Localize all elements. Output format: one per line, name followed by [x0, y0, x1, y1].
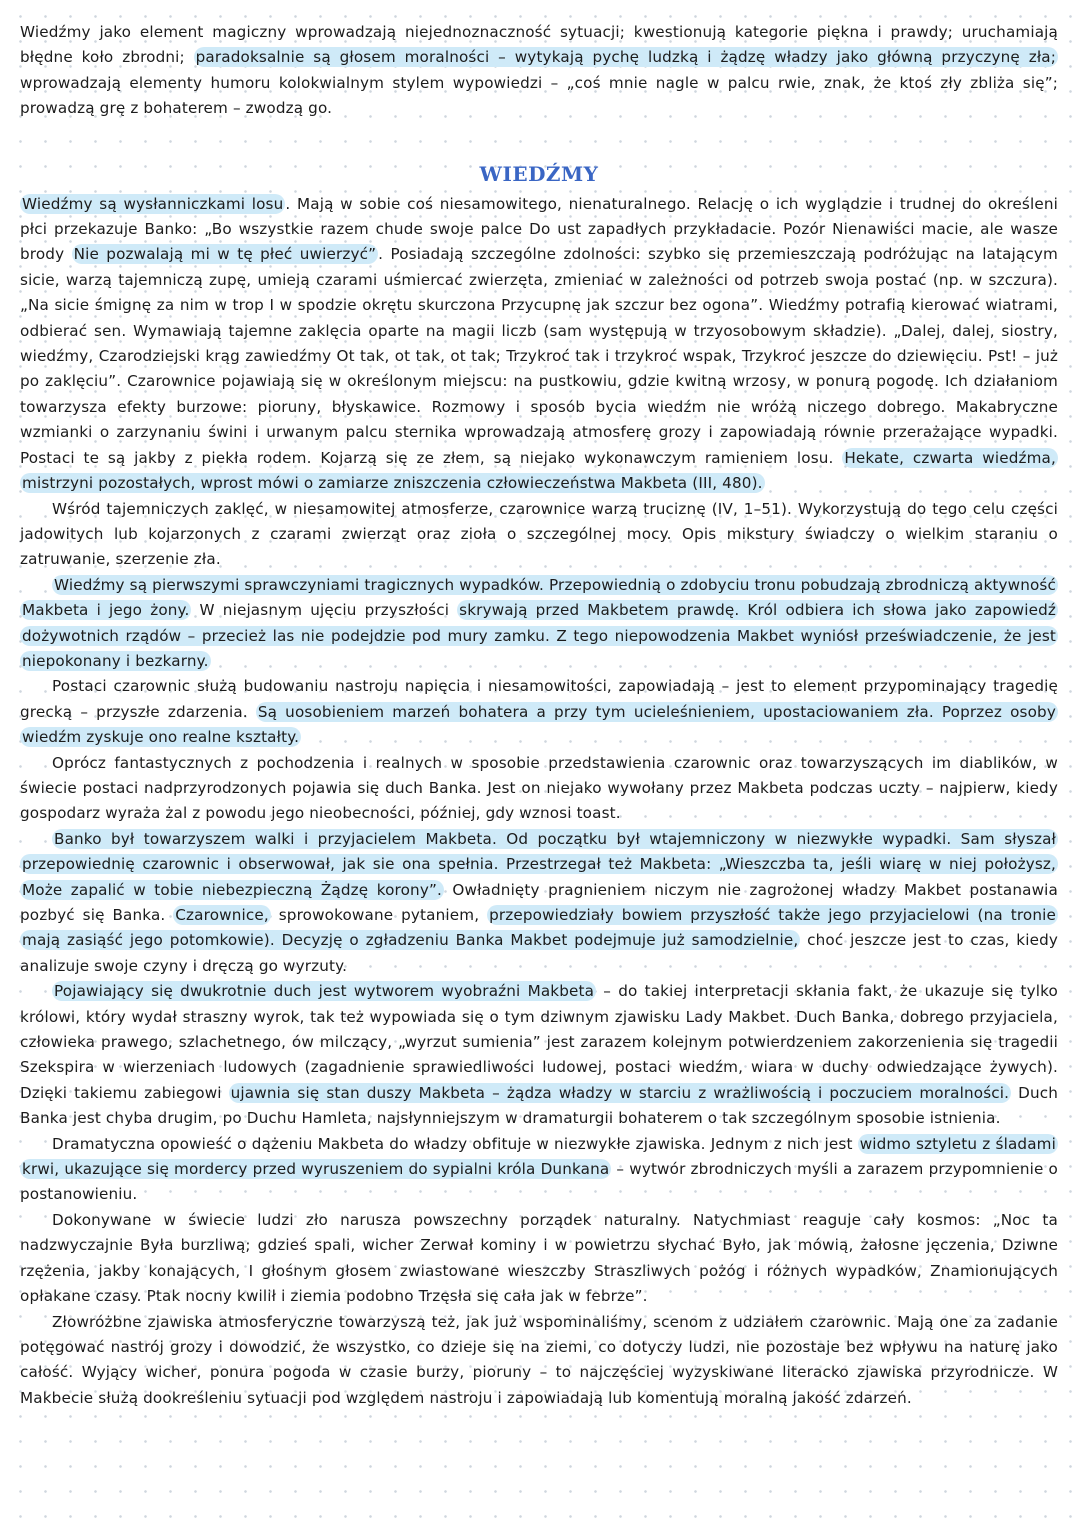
- paragraph-5: Oprócz fantastycznych z pochodzenia i realnych w sposobie przedstawienia czarownic oraz towarzyszących im diablików, w świecie postaci nadprzyrodzonych pojawia się duch Banka. Jest on niejako wywołany przez Makbeta podczas uczty – najpierw, kiedy gospodarz wyraża żal z powodu jego nieobecności, później, gdy wznosi toast.: [20, 753, 1058, 823]
- paragraph-9: Dokonywane w świecie ludzi zło narusza powszechny porządek naturalny. Natychmiast reaguje cały kosmos: „Noc ta nadzwyczajnie Była burzliwą; gdzieś spali, wicher Zerwał kominy i w powietrzu słychać Było, jak mówią, żałosne jęczenia, Dziwne rzężenia, jakby konających, I głośnym głosem zwiastowane wieszczby Straszliwych pożóg i różnych wypadków, Znamionujących opłakane czasy. Ptak nocny kwilił i ziemia podobno Trzęsła się cała jak w febrze”.: [20, 1210, 1058, 1306]
- paragraph-6: [20, 827, 1058, 979]
- highlight: widmo sztyletu z śladami krwi, ukazujące się mordercy przed wyruszeniem do sypialni króla Dunkana: [22, 1134, 1056, 1179]
- paragraph-7: [20, 979, 1058, 1131]
- intro-paragraph: [20, 20, 1058, 122]
- highlight: Banko był towarzyszem walki i przyjacielem Makbeta. Od początku był wtajemniczony w niezwykłe wypadki. Sam słyszał przepowiednię czarownic i obserwował, jak sie ona spełnia. Przestrzegał też Makbeta: „Wieszczba ta, jeśli wiarę w niej położysz, Może zapalić w tobie niebezpieczną Żądzę korony”.: [22, 829, 1056, 899]
- highlight: Nie pozwalają mi w tę płeć uwierzyć”: [73, 245, 377, 264]
- text: . Mają w sobie coś niesamowitego, nienaturalnego. Relację o ich wyglądzie i trudnej do określeni płci przekazuje Banko: „Bo wszystkie razem chude swoje palce Do ust zapadłych przykładacie. Pozór Nienawiści macie, ale wasze brody: [20, 194, 1058, 264]
- intro-text-1: Wiedźmy jako element magiczny wprowadzają niejednoznaczność sytuacji; kwestionują kategorie piękna i prawdy; uruchamiają błędne koło zbrodni;: [20, 23, 1058, 67]
- highlight: Czarownice,: [175, 906, 269, 924]
- text: Owładnięty pragnieniem niczym nie zagrożonej władzy Makbet postanawia pozbyć się Banka.: [20, 880, 1058, 924]
- highlight: Hekate, czwarta wiedźma, mistrzyni pozostałych, wprost mówi o zamiarze zniszczenia człowieczeństwa Makbeta (III, 480).: [22, 448, 1056, 493]
- highlight: przepowiedziały bowiem przyszłość także jego przyjacielowi (na tronie mają zasiąść jego potomkowie). Decyzję o zgładzeniu Banka Makbet podejmuje już samodzielnie,: [22, 906, 1056, 950]
- intro-text-2: wprowadzają elementy humoru kolokwialnym stylem wypowiedzi – „coś mnie nagle w palcu rwie, znak, że ktoś zły zbliża się”; prowadzą grę z bohaterem – zwodzą go.: [20, 73, 1058, 118]
- section-title: WIEDŹMY: [479, 161, 599, 186]
- note-page: [20, 20, 1058, 1411]
- highlight: Wiedźmy są wysłanniczkami losu: [22, 194, 284, 213]
- highlight: skrywają przed Makbetem prawdę. Król odbiera ich słowa jako zapowiedź dożywotnich rządów – przecież las nie podejdzie pod mury zamku. Z tego niepowodzenia Makbet wyniósł przeświadczenie, że jest niepokonany i bezkarny.: [22, 601, 1056, 670]
- text: Duch Banka jest chyba drugim, po Duchu Hamleta, najsłynniejszym w dramaturgii bohaterem o tak szczególnym sposobie istnienia.: [20, 1083, 1059, 1128]
- paragraph-2: Wśród tajemniczych zaklęć, w niesamowitej atmosferze, czarownice warzą truciznę (IV, 1–51). Wykorzystują do tego celu części jadowitych lub kojarzonych z czarami zwierząt oraz zioła o szczególnej mocy. Opis mikstury świadczy o wielkim staraniu o zatruwanie, szerzenie zła.: [20, 499, 1058, 569]
- spacer: [20, 122, 1058, 144]
- highlight: Pojawiający się dwukrotnie duch jest wytworem wyobraźni Makbeta: [54, 982, 595, 1001]
- highlight: Są uosobieniem marzeń bohatera a przy tym ucieleśnieniem, upostaciowaniem zła. Poprzez osoby wiedźm zyskuje ono realne kształty.: [22, 702, 1056, 747]
- text: choć jeszcze jest to czas, kiedy analizuje swoje czyny i dręczą go wyrzuty.: [20, 931, 1059, 975]
- intro-highlight: paradoksalnie są głosem moralności – wytykają pychę ludzką i żądzę władzy jako główną przyczynę zła;: [195, 48, 1057, 67]
- paragraph-10: Złowróżbne zjawiska atmosferyczne towarzyszą też, jak już wspominaliśmy, scenom z udziałem czarownic. Mają one za zadanie potęgować nastrój grozy i dowodzić, że wszystko, co dzieje się na ziemi, co dotyczy ludzi, nie pozostaje bez wpływu na naturę jako całość. Wyjący wicher, ponura pogoda w czasie burzy, pioruny – to najczęściej wyzyskiwane literacko zjawiska przyrodnicze. W Makbecie służą dookreśleniu sytuacji pod względem nastroju i zapowiadają lub komentują moralną jakość zdarzeń.: [20, 1312, 1058, 1407]
- text: Dramatyczna opowieść o dążeniu Makbeta do władzy obfituje w niezwykłe zjawiska. Jednym z nich jest: [52, 1134, 858, 1153]
- text: W niejasnym ujęciu przyszłości: [191, 601, 458, 620]
- paragraph-4: [20, 674, 1058, 750]
- text: . Posiadają szczególne zdolności: szybko się przemieszczają podróżując na latającym sicie, warzą tajemniczą zupę, umieją czarami uśmiercać zwierzęta, zmieniać w zależności od potrzeb swoja postać (np. w szczura). „Na sicie śmignę za nim w trop I w spodzie okrętu skurczona Przycupnę jak szczur bez ogona”. Wiedźmy potrafią kierować wiatrami, odbierać sen. Wymawiają tajemne zaklęcia oparte na magii liczb (sam występują w trzyosobowym składzie). „Dalej, dalej, siostry, wiedźmy, Czarodziejski krąg zawiedźmy Ot tak, ot tak, ot tak; Trzykroć tak i trzykroć wspak, Trzykroć jeszcze do dziewięciu. Pst! – już po zaklęciu”. Czarownice pojawiają się w określonym miejscu: na pustkowiu, gdzie kwitną wrzosy, w ponurą pogodę. Ich działaniom towarzysza efekty burzowe: pioruny, błyskawice. Rozmowy i sposób bycia wiedźm nie wróżą niczego dobrego. Makabryczne wzmianki o zarzynaniu świni i urwanym palcu sternika wprowadzają atmosferę grozy i zapowiadają równie przerażające wypadki. Postaci te są jakby z piekła rodem. Kojarzą się ze złem, są niejako wykonawczym ramieniem losu.: [20, 245, 1058, 467]
- text: – do takiej interpretacji skłania fakt, że ukazuje się tylko królowi, który wydał straszny wyrok, tak też wypowiada się o tym dziwnym zjawisku Lady Makbet. Duch Banka, dobrego przyjaciela, człowieka prawego, szlachetnego, ów milczący, „wyrzut sumienia” jest zarazem kolejnym potwierdzeniem zakorzenienia się tragedii Szekspira w wierzeniach ludowych (zagadnienie sprawiedliwości ludowej, postaci wiedźm, wiara w duchy odwiedzające żywych). Dzięki takiemu zabiegowi: [20, 982, 1058, 1102]
- paragraph-8: [20, 1132, 1058, 1208]
- highlight: ujawnia się stan duszy Makbeta – żądza władzy w starciu z wrażliwością i poczuciem moralności.: [230, 1083, 1010, 1102]
- text: Postaci czarownic służą budowaniu nastroju napięcia i niesamowitości, zapowiadają – jest to element przypominający tragedię grecką – przyszłe zdarzenia.: [20, 677, 1058, 721]
- paragraph-1: [20, 192, 1058, 497]
- text: sprowokowane pytaniem,: [270, 906, 488, 924]
- text: – wytwór zbrodniczych myśli a zarazem przypomnienie o postanowieniu.: [20, 1160, 1058, 1204]
- paragraph-3: [20, 573, 1058, 675]
- highlight: Wiedźmy są pierwszymi sprawczyniami tragicznych wypadków. Przepowiednią o zdobyciu tronu pobudzają zbrodniczą aktywność Makbeta i jego żony.: [22, 575, 1056, 620]
